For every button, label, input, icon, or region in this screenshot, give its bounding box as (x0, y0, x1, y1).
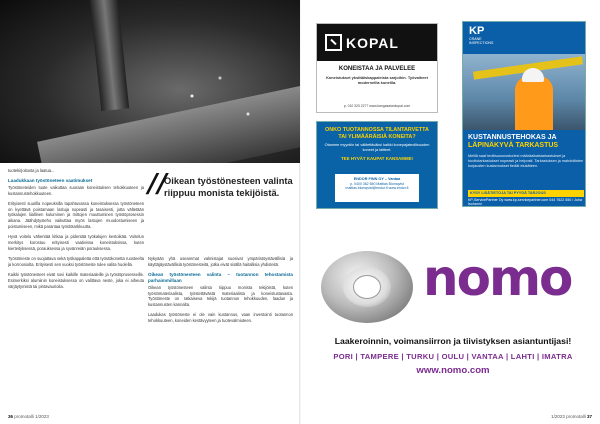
kp-crane-ad[interactable] (462, 21, 586, 207)
kp-headline (468, 134, 584, 150)
dock-contact-panel[interactable] (335, 174, 419, 202)
kp-cta[interactable]: KYSY LISÄTIETOJA TAI PYYDÄ TARJOUS (468, 190, 584, 197)
paragraph: Työstöneste on suojattava sekä työkappaletta että työstökonetta ruosteelta ja korroosiolta. Erityisesti sen vuoksi työstöneste tulee valita huolella. (8, 255, 144, 267)
kopal-contact[interactable]: p. 010 320 2277 www.kangasalankopal.com (343, 104, 411, 108)
kopal-logo-icon (325, 34, 342, 51)
coolant-sparks (150, 60, 290, 150)
dock-call-to-action: TEE HYVÄT KAUPAT KANSAMME! (340, 156, 414, 161)
issue-number: 1/2023 (551, 414, 565, 419)
publication-name: promotalli (14, 414, 34, 419)
nomo-ad[interactable] (311, 237, 593, 397)
paragraph: Työstöneteiden tuote vaikuttaa suoraan koneistuksen tehokkuuteen ja kustannustehokkuuteen. (8, 184, 144, 196)
nomo-cities: PORI | TAMPERE | TURKU | OULU | VANTAA | LAHTI | IMATRA (333, 352, 573, 361)
pull-quote-text: Oikean työstönesteen valinta riippuu monista tekijöistä. (164, 176, 293, 198)
kp-logo-main: KP (469, 25, 485, 37)
paragraph: Laadukas työstöneste ei ole vain kustannus, vaan investointi tuotannon tehokkuuteen, koneiden kestävyyteen ja tuotevalmiuteen. (148, 312, 293, 324)
kopal-tagline: KONEISTAA JA PALVELEE (338, 66, 416, 72)
nomo-slogan: Laakeroinnin, voimansiirron ja tiivistyksen asiantuntijasi! (334, 336, 572, 346)
page-number: 37 (586, 414, 592, 419)
kp-headline-line2: LÄPINÄKYVÄ TARKASTUS (468, 142, 559, 150)
section-heading: Laadukkaan työstöneteen vaatimukset (8, 177, 93, 183)
bearing-bore (353, 275, 381, 299)
section-heading: Oikean työstönesteen valinta – tuotannon tehostamista parhaimmillaan (148, 271, 293, 283)
nomo-logo: nomo (423, 249, 572, 307)
cutting-tool (89, 0, 129, 111)
crane-inspector-photo (463, 54, 586, 130)
dock-headline: ONKO TUOTANNOSSA TILANTARVETTA TAI YLIMÄÄRÄISIÄ KONEITA? (325, 127, 429, 140)
paragraph: Oikean työstönesteen valinta riippuu monista tekijöistä, kuten työstömateriaalista, työstettävästä materiaalista ja koneistustavasta. Työstöneste on ratkaiseva tekijä tuotannon tehokkuuden, laadun ja kustannusten kannalta. (148, 284, 293, 308)
kopal-ad[interactable] (316, 23, 438, 113)
kopal-brand: KOPAL (346, 34, 399, 51)
bearing-image (321, 243, 413, 331)
issue-number: 1/2023 (35, 414, 49, 419)
paragraph: Kaikki työstönesteet eivät sovi kaikille materiaaleille ja työstöprosesseille. Esimerkiksi alumiinin koneistuksessa on valittava neste, joka ei aiheuta värjäytymistä tai pintavaurioita. (8, 271, 144, 289)
left-page-footer (8, 414, 49, 419)
pull-quote (148, 169, 294, 199)
quote-mark-icon: // (148, 169, 167, 199)
paragraph: Nykyään yhä useammat valmistajat suosivat ympäristöystävällisiä ja käyttäjäystävällisiä työstönesteitä, jotka eivät sisällä haitallisia yhdisteitä. (148, 256, 293, 267)
kp-headline-line1: KUSTANNUSTEHOKAS JA (468, 134, 557, 141)
publication-name: promotalli (566, 414, 586, 419)
article-column-2 (148, 256, 293, 328)
dock-text: Otamme myyntiin tai välitettäväksi kaikki konepajateollisuuden koneet ja laitteet. (324, 143, 430, 152)
kp-text: Meillä saat teollisuusnosturiesi määräaikaistarkastukset ja huoltotarkastukset nopeasti ja helposti. Tarkastuksen ja mahdollisten korjausten kustannukset tiedät etukäteen. (468, 154, 584, 168)
kp-logo-sub: CRANE INSPECTIONS (469, 37, 494, 46)
kp-logo (469, 26, 505, 52)
machinery-sales-ad[interactable] (316, 121, 438, 209)
kp-contact[interactable]: KP-ServicePartner Oy www.kp-servicepartner.com 044 7622 550 / Juha Isohanni (468, 198, 583, 207)
paragraph: Erityisesti suurilla nopeuksilla tapahtuvassa koneistuksessa työstöneteen on kyettävä poistamaan lastuja nopeasti ja tasaisesti, jotta vältetään työkalujen liiallinen kuluminen ja mittojen muuttuminen työstöprosessin aikana. Jäähdytysteho vaikuttaa myös lastujen muodostumiseen ja poistumiseen, mikä parantaa työstötarkkuutta. (8, 200, 144, 230)
dock-company: ENDOR FINN OY – Vantaa (353, 177, 401, 181)
right-page-footer (551, 414, 592, 419)
kopal-header (317, 24, 437, 61)
page-number: 36 (8, 414, 14, 419)
paragraph: Hyvä voitelu vähentää kitkaa ja pidentää työkalujen kestoikää. Voitelun merkitys korostuu erityisesti vaativissa koneistuksissa, kuten kierteityksessä, porauksessa ja syvänreiän porauksessa. (8, 234, 144, 251)
kopal-description: Koneistukset yksittäiskappaleista sarjoihin. Työvaiheet moderneilla koneilla. (326, 75, 428, 86)
machining-photo (0, 0, 300, 163)
worker-figure (515, 76, 553, 130)
intro-paragraph: tuotekirjoitusta ja laatua... (8, 168, 55, 173)
article-column-1 (8, 168, 144, 293)
dock-contact-details: p. 0400 362 650 Mattias Blomqvist mattias.blomqvist@endor.fi www.endor.fi (345, 181, 409, 191)
nomo-url-link[interactable]: www.nomo.com (416, 365, 490, 376)
